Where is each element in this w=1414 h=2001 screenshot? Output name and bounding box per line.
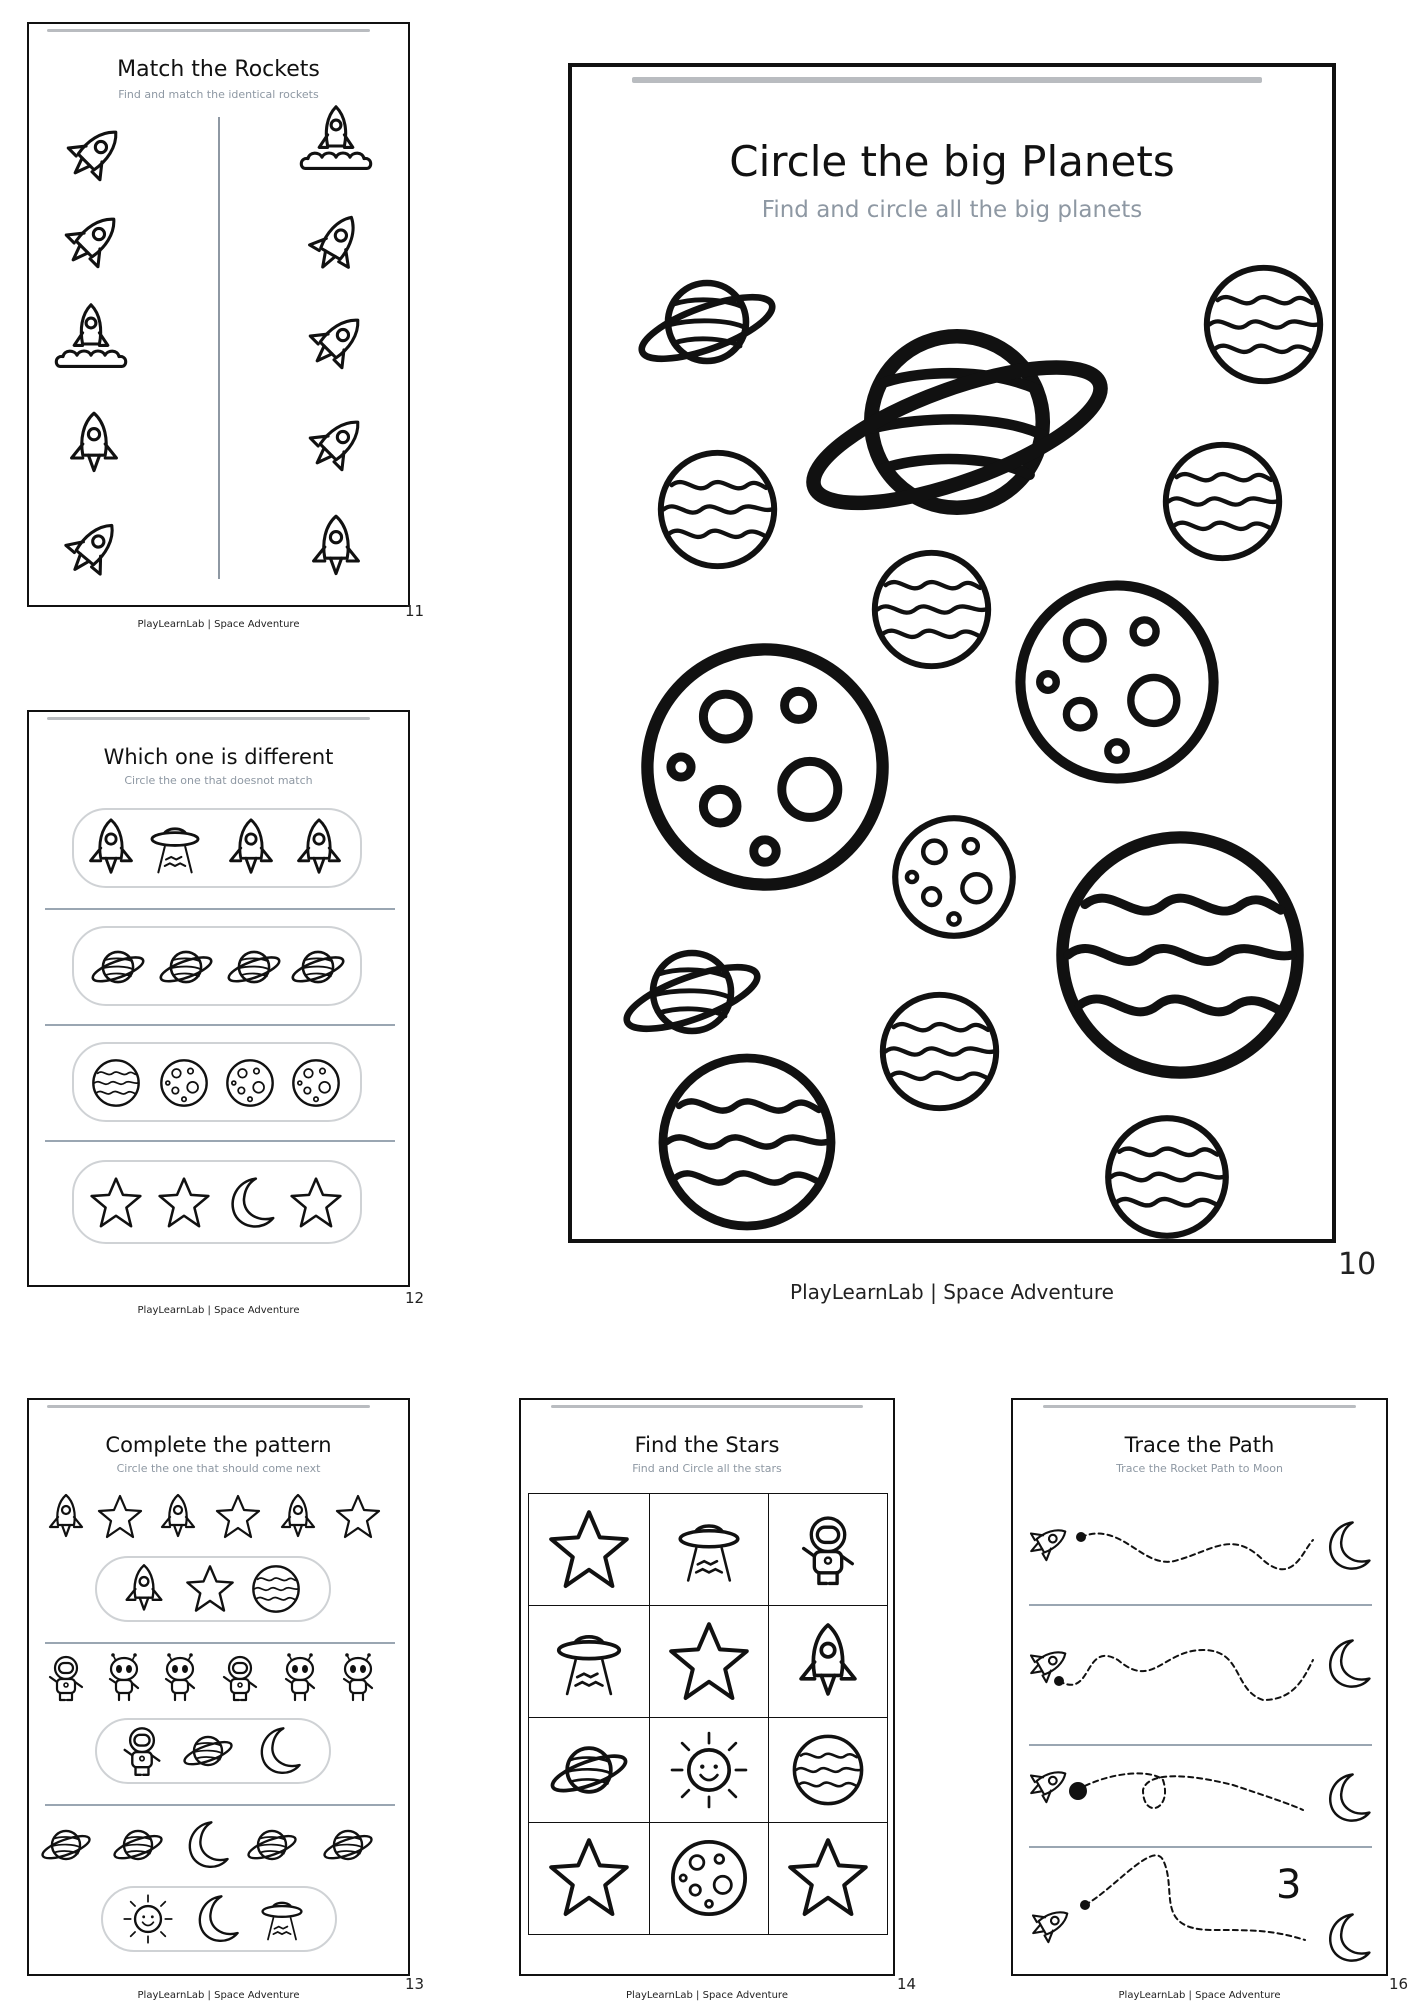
- ringed-planet-icon: [157, 938, 215, 996]
- page-number: 13: [405, 1975, 425, 1993]
- ringed-planet-icon: [109, 1818, 167, 1872]
- astronaut-icon: [41, 1653, 91, 1703]
- striped-planet-icon: [1040, 815, 1320, 1095]
- moon-crater-icon: [1002, 567, 1232, 797]
- trace-path: [1085, 1855, 1305, 1940]
- page-top-bar: [551, 1405, 863, 1408]
- crescent-moon-icon: [1319, 1770, 1375, 1826]
- page-subtitle: Find and Circle all the stars: [632, 1462, 782, 1475]
- star-icon: [664, 1617, 754, 1707]
- page-title: Match the Rockets: [117, 57, 320, 82]
- sun-icon: [121, 1892, 175, 1946]
- star-icon: [95, 1492, 145, 1542]
- grid-cell[interactable]: [769, 1822, 888, 1934]
- rocket-launch-icon: [49, 302, 133, 372]
- grid-cell[interactable]: [650, 1822, 769, 1934]
- striped-planet-icon: [249, 1562, 303, 1616]
- page-subtitle: Circle the one that should come next: [116, 1462, 321, 1475]
- ufo-icon: [547, 1620, 631, 1704]
- page-subtitle: Trace the Rocket Path to Moon: [1116, 1462, 1283, 1475]
- rocket-icon: [79, 816, 143, 880]
- astronaut-icon: [115, 1724, 169, 1778]
- page-footer: PlayLearnLab | Space Adventure: [1118, 1990, 1281, 2001]
- rocket-icon: [287, 816, 351, 880]
- rocket-launch-icon: [294, 104, 378, 174]
- ringed-planet-icon: [225, 938, 283, 996]
- striped-planet-icon: [1097, 1107, 1237, 1247]
- grid-cell[interactable]: [650, 1606, 769, 1718]
- grid-cell[interactable]: [529, 1606, 650, 1718]
- page-title: Trace the Path: [1124, 1433, 1275, 1457]
- star-icon: [87, 1174, 145, 1232]
- star-icon: [544, 1505, 634, 1595]
- row-divider: [45, 1804, 395, 1806]
- page-subtitle: Find and match the identical rockets: [118, 88, 319, 101]
- start-dot: [1080, 1900, 1090, 1910]
- page-footer: PlayLearnLab | Space Adventure: [626, 1990, 788, 2001]
- row-divider: [1029, 1846, 1372, 1848]
- rocket-icon: [59, 409, 129, 479]
- grid-cell[interactable]: [650, 1718, 769, 1823]
- rocket-icon: [153, 1492, 203, 1542]
- worksheet-page-12: [27, 710, 410, 1287]
- page-subtitle: Circle the one that doesnot match: [124, 774, 313, 787]
- page-number: 10: [1338, 1247, 1377, 1282]
- ringed-planet-icon: [543, 1728, 635, 1812]
- page-title: Complete the pattern: [105, 1433, 332, 1457]
- crescent-moon-icon: [221, 1174, 279, 1232]
- alien-icon: [275, 1653, 325, 1703]
- page-number: 11: [405, 602, 425, 620]
- star-icon: [783, 1833, 873, 1923]
- ringed-planet-icon: [37, 1818, 95, 1872]
- crescent-moon-icon: [251, 1724, 305, 1778]
- row-divider: [45, 1642, 395, 1644]
- page-title: Circle the big Planets: [729, 137, 1175, 186]
- moon-crater-icon: [289, 1056, 343, 1110]
- striped-planet-icon: [650, 442, 785, 577]
- worksheet-page-14: [519, 1398, 895, 1976]
- rocket-icon: [287, 293, 386, 392]
- moon-crater-icon: [884, 807, 1024, 947]
- striped-planet-icon: [872, 984, 1007, 1119]
- row-divider: [45, 1140, 395, 1142]
- crescent-moon-icon: [189, 1892, 243, 1946]
- rocket-icon: [786, 1620, 870, 1704]
- step-number: 3: [1276, 1862, 1302, 1908]
- moon-crater-icon: [157, 1056, 211, 1110]
- row-divider: [45, 908, 395, 910]
- row-divider: [1029, 1744, 1372, 1746]
- page-subtitle: Find and circle all the big planets: [761, 197, 1143, 223]
- search-grid: [528, 1493, 888, 1935]
- worksheet-page-11: [27, 22, 410, 607]
- rocket-icon: [288, 196, 384, 292]
- match-divider: [218, 117, 220, 579]
- ufo-icon: [669, 1510, 749, 1590]
- ringed-planet-icon: [289, 938, 347, 996]
- worksheet-page-13: [27, 1398, 410, 1976]
- star-icon: [287, 1174, 345, 1232]
- star-icon: [213, 1492, 263, 1542]
- star-icon: [155, 1174, 213, 1232]
- grid-cell[interactable]: [529, 1494, 650, 1606]
- sun-icon: [667, 1728, 751, 1812]
- trace-path: [1059, 1650, 1313, 1700]
- grid-cell[interactable]: [650, 1494, 769, 1606]
- page-top-bar: [632, 77, 1262, 83]
- ringed-planet-icon: [319, 1818, 377, 1872]
- rocket-icon: [45, 105, 144, 204]
- page-footer: PlayLearnLab | Space Adventure: [137, 1305, 300, 1316]
- page-number: 14: [897, 1975, 917, 1993]
- moon-crater-icon: [625, 627, 905, 907]
- grid-cell[interactable]: [769, 1494, 888, 1606]
- moon-crater-icon: [666, 1835, 752, 1921]
- striped-planet-icon: [788, 1730, 868, 1810]
- rocket-icon: [301, 512, 371, 582]
- striped-planet-icon: [1155, 434, 1290, 569]
- trace-path: [1081, 1534, 1313, 1570]
- rocket-icon: [273, 1492, 323, 1542]
- ringed-planet-icon: [792, 257, 1122, 587]
- star-icon: [544, 1833, 634, 1923]
- crescent-moon-icon: [1319, 1518, 1375, 1574]
- striped-planet-icon: [89, 1056, 143, 1110]
- trace-path: [1077, 1773, 1303, 1810]
- alien-icon: [99, 1653, 149, 1703]
- alien-icon: [333, 1653, 383, 1703]
- worksheet-page-16: [1011, 1398, 1388, 1976]
- rocket-icon: [219, 816, 283, 880]
- crescent-moon-icon: [1319, 1636, 1375, 1692]
- page-number: 12: [405, 1289, 425, 1307]
- rocket-icon: [43, 192, 142, 291]
- star-icon: [333, 1492, 383, 1542]
- grid-cell[interactable]: [769, 1606, 888, 1718]
- ringed-planet-icon: [243, 1818, 301, 1872]
- grid-cell[interactable]: [529, 1822, 650, 1934]
- crescent-moon-icon: [1319, 1910, 1375, 1966]
- page-top-bar: [47, 1405, 370, 1408]
- astronaut-icon: [790, 1512, 866, 1588]
- page-title: Which one is different: [103, 745, 334, 769]
- striped-planet-icon: [647, 1042, 847, 1242]
- page-top-bar: [47, 29, 370, 32]
- astronaut-icon: [215, 1653, 265, 1703]
- rocket-icon: [43, 500, 142, 599]
- rocket-icon: [117, 1562, 171, 1616]
- worksheet-page-10: [568, 63, 1336, 1243]
- page-top-bar: [47, 717, 370, 720]
- grid-cell[interactable]: [529, 1718, 650, 1823]
- crescent-moon-icon: [179, 1818, 233, 1872]
- page-number: 16: [1389, 1975, 1409, 1993]
- row-divider: [1029, 1604, 1372, 1606]
- ringed-planet-icon: [179, 1724, 237, 1778]
- striped-planet-icon: [1196, 257, 1331, 392]
- page-footer: PlayLearnLab | Space Adventure: [790, 1280, 1114, 1304]
- alien-icon: [155, 1653, 205, 1703]
- ufo-icon: [255, 1892, 309, 1946]
- row-divider: [45, 1024, 395, 1026]
- grid-cell[interactable]: [769, 1718, 888, 1823]
- rocket-icon: [41, 1492, 91, 1542]
- page-footer: PlayLearnLab | Space Adventure: [137, 619, 300, 630]
- ringed-planet-icon: [632, 247, 782, 397]
- ringed-planet-icon: [89, 938, 147, 996]
- moon-crater-icon: [223, 1056, 277, 1110]
- page-footer: PlayLearnLab | Space Adventure: [137, 1990, 300, 2001]
- star-icon: [183, 1562, 237, 1616]
- ufo-icon: [143, 816, 207, 880]
- start-dot: [1076, 1532, 1086, 1542]
- rocket-icon: [287, 395, 386, 494]
- page-title: Find the Stars: [634, 1433, 780, 1457]
